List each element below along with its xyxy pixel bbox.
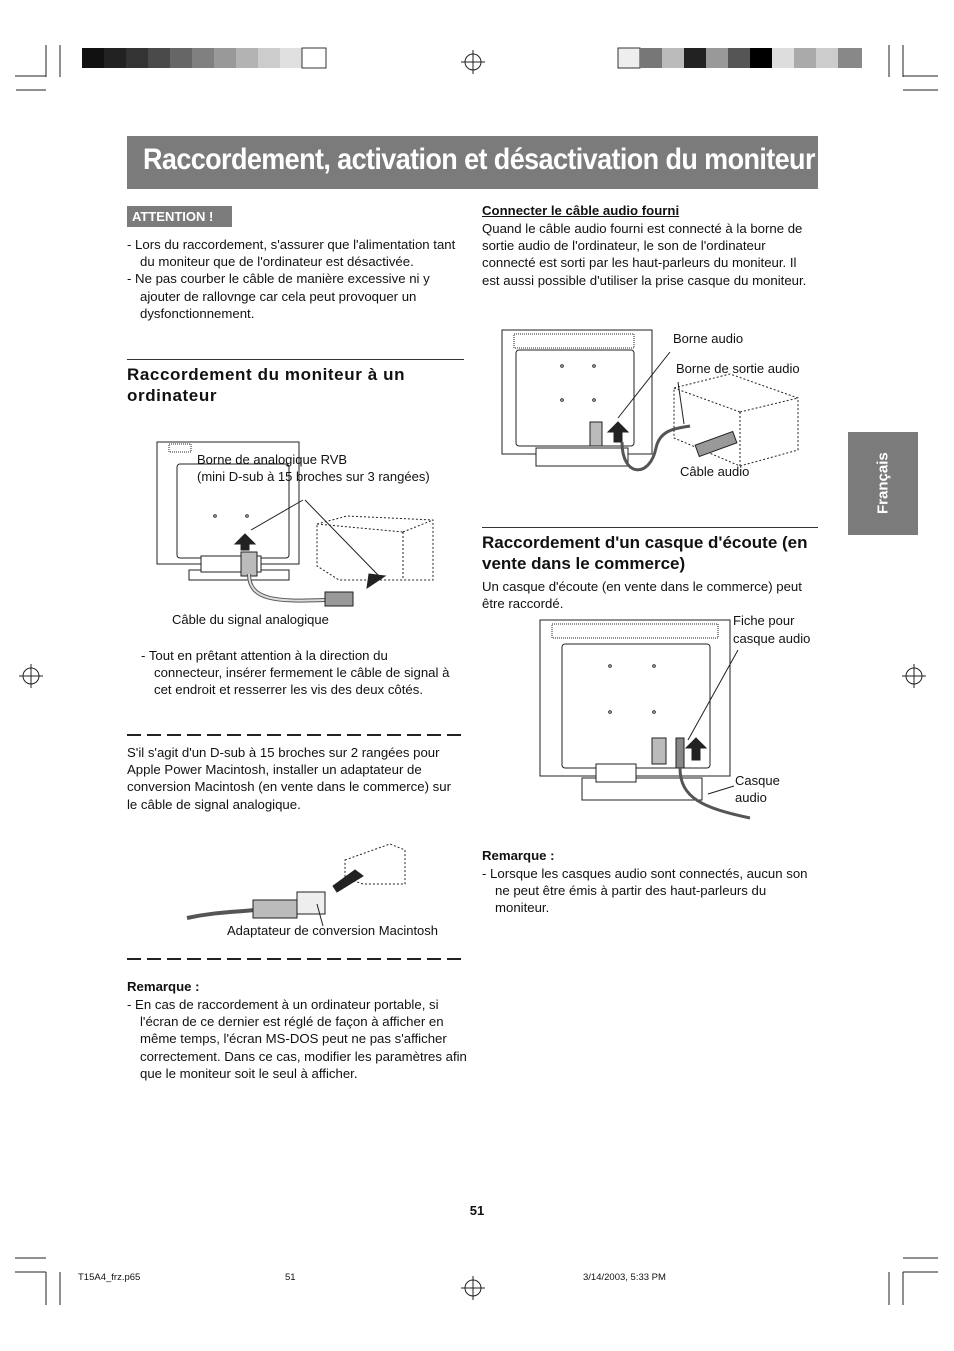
remark-left: - En cas de raccordement à un ordinateur portable, si l'écran de ce dernier est réglé de façon à afficher en même temps, l'écran MS-DOS peut ne pas s'afficher correctement. Dans ce cas, modifier les paramètres afin que le moniteur soit le seul à afficher. [127,997,467,1081]
section-heading-audio: Connecter le câble audio fourni [482,203,680,218]
figure-label-audio-cable: Câble audio [680,464,750,479]
figure-mac-adapter [185,840,425,920]
figure-label-plug-line1: Fiche pour [733,613,795,628]
footer-file: T15A4_frz.p65 [78,1272,141,1283]
remark-title-right: Remarque : [482,848,555,863]
headphones-description: Un casque d'écoute (en vente dans le commerce) peut être raccordé. [482,579,802,612]
page-title: Raccordement, activation et désactivation du moniteur [143,143,815,176]
attention-list [127,236,463,322]
figure-label-headset-line1: Casque [735,773,780,788]
section-heading-headphones: Raccordement d'un casque d'écoute (en vente dans le commerce) [482,533,808,573]
figure-label-audio-output: Borne de sortie audio [676,361,800,376]
figure-label-plug-line2: casque audio [733,631,811,646]
figure-label-mac-adapter: Adaptateur de conversion Macintosh [227,923,439,938]
macintosh-note: S'il s'agit d'un D-sub à 15 broches sur 2 rangées pour Apple Power Macintosh, installer un adaptateur de conversion Macintosh (en vente dans le commerce) sur le câble de signal analogique. [127,745,451,812]
section-heading-computer: Raccordement du moniteur à un ordinateur [127,365,406,405]
remark-title-left: Remarque : [127,979,200,994]
page-number: 51 [469,1203,485,1218]
figure-audio-cable [500,328,820,488]
figure-label-port: Borne de analogique RVB [197,452,348,467]
remark-right: - Lorsque les casques audio sont connectés, aucun son ne peut être émis à partir des haut-parleurs du moniteur. [482,866,808,916]
footer-timestamp: 3/14/2003, 5:33 PM [583,1272,666,1283]
attention-item: - Ne pas courber le câble de manière excessive ni y ajouter de rallovnge car cela peut provoquer un dysfonctionnement. [127,271,430,321]
language-tab-label: Français [874,452,892,515]
dashed-divider [127,958,464,960]
audio-description: Quand le câble audio fourni est connecté à la borne de sortie audio de l'ordinateur, le son de l'ordinateur connecté est sorti par les haut-parleurs du moniteur. Il est aussi possible d'utiliser la prise casque du moniteur. [482,221,807,288]
section-divider [482,527,818,528]
connection-instruction: - Tout en prêtant attention à la direction du connecteur, insérer fermement le câble de signal à cet endroit et resserrer les vis des deux côtés. [141,648,450,698]
figure-label-signal-cable: Câble du signal analogique [172,612,329,627]
color-bar-left [0,0,954,80]
figure-label-audio-terminal: Borne audio [673,331,744,346]
section-divider [127,359,464,360]
dashed-divider [127,734,464,736]
figure-label-headset-line2: audio [735,790,767,805]
attention-badge: ATTENTION ! [127,206,232,227]
attention-item: - Lors du raccordement, s'assurer que l'alimentation tant du moniteur que de l'ordinateur est désactivée. [127,237,456,270]
figure-label-port-detail: (mini D-sub à 15 broches sur 3 rangées) [197,469,430,484]
footer-file-page: 51 [285,1272,296,1283]
